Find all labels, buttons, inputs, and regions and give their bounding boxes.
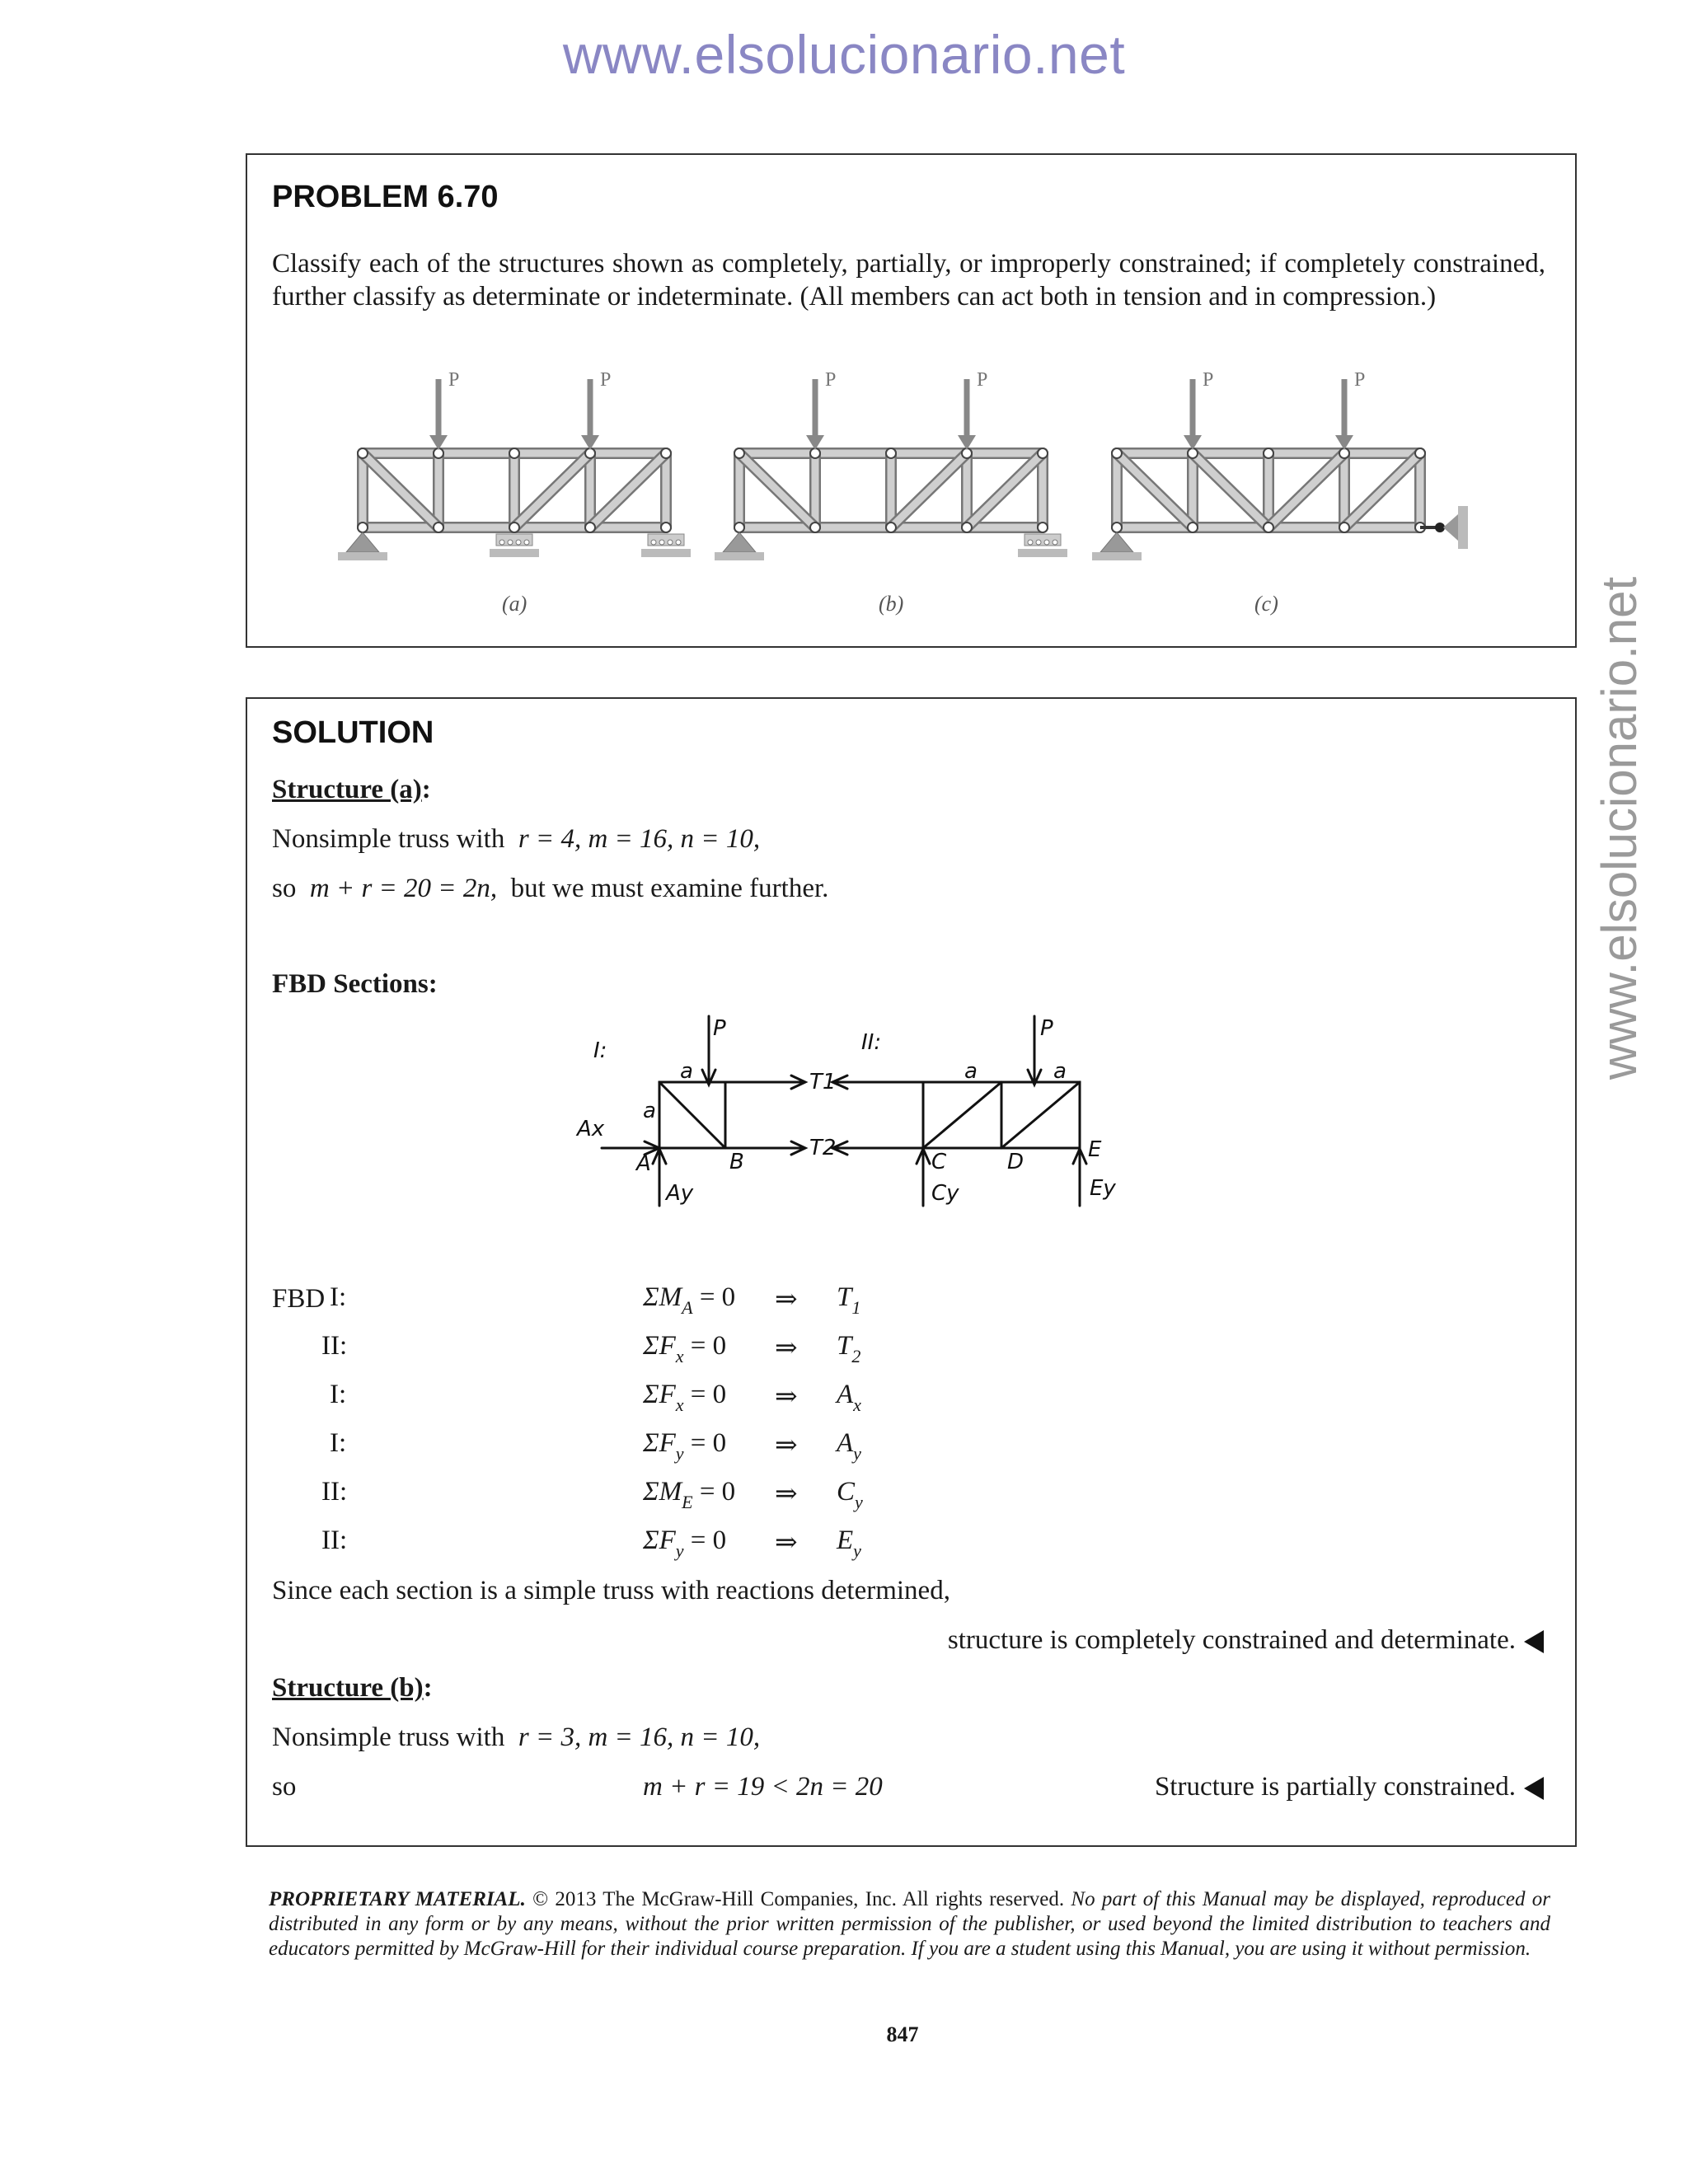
truss-member-face	[363, 453, 438, 527]
structure-a-heading: Structure (a):	[272, 775, 431, 804]
truss-joint	[358, 523, 368, 532]
roller	[1036, 540, 1041, 545]
equation-row	[247, 1428, 1566, 1469]
sketch-D: D	[1007, 1150, 1025, 1174]
conclusion-b: Structure is partially constrained.	[1155, 1770, 1544, 1803]
truss-member-face	[1268, 453, 1344, 527]
roller	[499, 540, 504, 545]
truss-member-face	[739, 453, 815, 527]
caption-c: (c)	[1254, 592, 1278, 616]
equation-result: A	[837, 1428, 854, 1458]
structure-b-heading: Structure (b):	[272, 1673, 433, 1703]
truss-joint	[1188, 523, 1198, 532]
truss-joint	[1415, 448, 1425, 458]
sketch-C: C	[931, 1150, 947, 1174]
sketch-E: E	[1088, 1137, 1102, 1162]
equation-row	[247, 1477, 1566, 1518]
truss-joint	[734, 448, 744, 458]
sketch-Ax: Ax	[577, 1117, 605, 1141]
equation-sum: ΣM	[643, 1282, 682, 1312]
truss-member-face	[514, 453, 590, 527]
page-number: 847	[886, 2022, 919, 2046]
ground	[1018, 549, 1067, 557]
equation-sub: y	[675, 1540, 684, 1561]
truss-joint	[1038, 523, 1048, 532]
wall-pin-icon	[1443, 514, 1458, 541]
truss-joint	[1112, 523, 1122, 532]
structure-b-line1: Nonsimple truss with r = 3, m = 16, n = 10,	[272, 1722, 761, 1752]
roller	[516, 540, 521, 545]
equation-sum: ΣF	[643, 1428, 676, 1458]
since-text: Since each section is a simple truss with reactions determined,	[272, 1576, 950, 1605]
footer-notice: PROPRIETARY MATERIAL. © 2013 The McGraw-Hill Companies, Inc. All rights reserved. No part of this Manual may be displayed, reproduced or distributed in any form or by any means, without the prior written permission of the publisher, or used beyond the limited distribution to teachers and educators permitted by McGraw-Hill for their individual course preparation. If you are a student using this Manual, you are using it without permission.	[269, 1888, 1550, 1960]
load-label: P	[448, 369, 460, 391]
equation-result-sub: 2	[851, 1346, 861, 1366]
equation-result: A	[837, 1380, 854, 1409]
truss-joint	[661, 448, 671, 458]
ground	[338, 552, 387, 560]
equation-section: I:	[330, 1380, 347, 1409]
sketch-label-II: II:	[861, 1030, 882, 1055]
equation-eq: = 0	[692, 1477, 736, 1507]
roller	[1028, 540, 1033, 545]
equation-row	[247, 1331, 1566, 1372]
equation-result-sub: x	[853, 1394, 861, 1415]
equation-row	[247, 1282, 1566, 1324]
roller	[508, 540, 513, 545]
fbd-heading: FBD Sections:	[272, 969, 438, 999]
equation-result-sub: y	[855, 1492, 863, 1512]
caption-a: (a)	[502, 592, 528, 616]
fbd-prefix: FBD	[272, 1284, 326, 1314]
equation-eq: = 0	[692, 1282, 736, 1312]
fbd-sketch	[519, 1012, 1261, 1210]
truss-member-face	[590, 453, 666, 527]
equation-row	[247, 1380, 1566, 1421]
equation-sub: E	[682, 1492, 693, 1512]
equation-sum: ΣF	[643, 1331, 676, 1361]
truss-joint	[434, 523, 443, 532]
roller	[1053, 540, 1057, 545]
truss-joint	[509, 448, 519, 458]
equation-sub: y	[675, 1443, 684, 1464]
sketch-a4: a	[1053, 1059, 1067, 1084]
truss-joint	[962, 523, 972, 532]
problem-statement: Classify each of the structures shown as completely, partially, or improperly constrained; if completely constrained, further classify as determinate or indeterminate. (All members can act both in tension and in compression.)	[272, 249, 1545, 312]
equation-sub: A	[682, 1297, 693, 1318]
truss-joint	[358, 448, 368, 458]
conclusion-a: structure is completely constrained and determinate.	[948, 1624, 1544, 1657]
truss-member-face	[891, 453, 967, 527]
implies-icon: ⇒	[775, 1333, 798, 1363]
equation-section: II:	[321, 1526, 348, 1555]
truss-member-face	[1117, 453, 1193, 527]
solution-heading: SOLUTION	[272, 715, 434, 750]
load-label: P	[600, 369, 612, 391]
implies-icon: ⇒	[775, 1431, 798, 1460]
pin-support-icon	[1100, 532, 1133, 552]
equation-result: C	[837, 1477, 856, 1507]
truss-joint	[661, 523, 671, 532]
structure-b-line2-prefix: so	[272, 1772, 297, 1802]
structure-a-line2: so m + r = 20 = 2n, but we must examine further.	[272, 874, 829, 903]
equation-section: I:	[330, 1428, 347, 1458]
sketch-a2: a	[643, 1099, 656, 1123]
ground	[715, 552, 764, 560]
truss-joint	[509, 523, 519, 532]
equation-section: I:	[330, 1282, 347, 1312]
equation-eq: = 0	[683, 1428, 727, 1458]
truss-joint	[1339, 523, 1349, 532]
truss-joint	[585, 523, 595, 532]
answer-marker-icon	[1524, 1777, 1544, 1800]
roller	[668, 540, 673, 545]
load-label: P	[977, 369, 988, 391]
roller	[651, 540, 656, 545]
implies-icon: ⇒	[775, 1285, 798, 1315]
answer-marker-icon	[1524, 1630, 1544, 1653]
equation-eq: = 0	[683, 1526, 727, 1555]
truss-joint	[886, 448, 896, 458]
equation-row	[247, 1526, 1566, 1567]
roller	[659, 540, 664, 545]
roller	[524, 540, 529, 545]
problem-heading: PROBLEM 6.70	[272, 180, 499, 214]
sketch-P1: P	[713, 1016, 726, 1041]
truss-figures	[247, 155, 1574, 645]
equation-sum: ΣM	[643, 1477, 682, 1507]
truss-joint	[1112, 448, 1122, 458]
equation-result-sub: 1	[851, 1297, 861, 1318]
sketch-B: B	[729, 1150, 744, 1174]
equation-section: II:	[321, 1477, 348, 1507]
truss-member-face	[1344, 453, 1420, 527]
structure-a-line1: Nonsimple truss with r = 4, m = 16, n = 10,	[272, 824, 761, 854]
ground	[1092, 552, 1142, 560]
caption-b: (b)	[879, 592, 904, 616]
implies-icon: ⇒	[775, 1528, 798, 1558]
pin-support-icon	[723, 532, 756, 552]
truss-joint	[886, 523, 896, 532]
equation-sub: x	[675, 1394, 684, 1415]
equation-result: E	[837, 1526, 854, 1555]
roller	[1044, 540, 1049, 545]
equation-sum: ΣF	[643, 1380, 676, 1409]
equation-eq: = 0	[683, 1331, 727, 1361]
sketch-a3: a	[964, 1059, 978, 1084]
roller	[676, 540, 681, 545]
sketch-P2: P	[1040, 1016, 1053, 1041]
truss-joint	[1264, 448, 1273, 458]
solution-box	[246, 697, 1577, 1847]
truss-joint	[810, 523, 820, 532]
truss-joint	[734, 523, 744, 532]
equation-result: T	[837, 1331, 852, 1361]
equation-result-sub: y	[853, 1443, 861, 1464]
equation-result: T	[837, 1282, 852, 1312]
sketch-A: A	[636, 1151, 651, 1176]
truss-member-face	[1193, 453, 1268, 527]
sketch-a1: a	[680, 1059, 693, 1084]
wall	[1458, 506, 1468, 549]
truss-joint	[1038, 448, 1048, 458]
pin-support-icon	[346, 532, 379, 552]
equation-sum: ΣF	[643, 1526, 676, 1555]
implies-icon: ⇒	[775, 1479, 798, 1509]
ground	[490, 549, 539, 557]
structure-b-line2-math: m + r = 19 < 2n = 20	[643, 1772, 883, 1802]
load-label: P	[825, 369, 837, 391]
problem-box	[246, 153, 1577, 648]
sketch-Ey: Ey	[1090, 1176, 1116, 1201]
equation-sub: x	[675, 1346, 684, 1366]
equation-result-sub: y	[853, 1540, 861, 1561]
load-label: P	[1354, 369, 1366, 391]
sketch-label-I: I:	[593, 1038, 607, 1063]
truss-member-face	[967, 453, 1043, 527]
sketch-Ay: Ay	[666, 1181, 694, 1206]
load-label: P	[1203, 369, 1214, 391]
watermark-side: www.elsolucionario.net	[1592, 576, 1647, 1080]
equation-eq: = 0	[683, 1380, 727, 1409]
truss-joint	[1264, 523, 1273, 532]
sketch-T1: T1	[809, 1070, 837, 1094]
equation-section: II:	[321, 1331, 348, 1361]
ground	[641, 549, 691, 557]
implies-icon: ⇒	[775, 1382, 798, 1412]
sketch-T2: T2	[809, 1136, 837, 1160]
watermark-top: www.elsolucionario.net	[562, 24, 1126, 85]
sketch-Cy: Cy	[931, 1181, 959, 1206]
